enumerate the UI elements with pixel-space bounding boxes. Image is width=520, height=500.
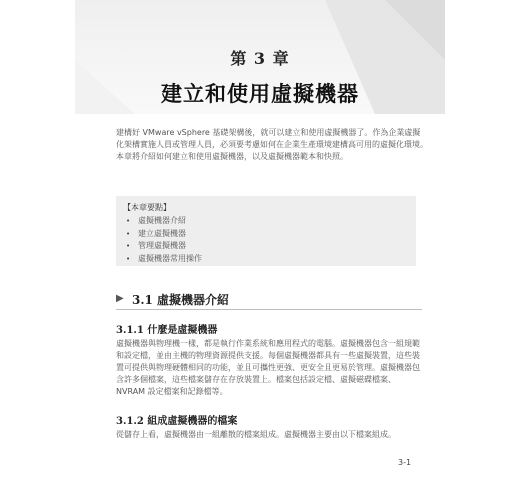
key-points-box	[116, 196, 416, 266]
bullet-icon: •	[126, 242, 131, 250]
subsection-heading-1: 3.1.1 什麼是虛擬機器	[116, 325, 218, 336]
bullet-icon: •	[126, 229, 131, 238]
subsection-heading-2: 3.1.2 組成虛擬機器的檔案	[116, 416, 238, 427]
key-point-label: 虛擬機器常用操作	[138, 253, 202, 263]
list-item	[126, 228, 202, 241]
page-number: 3-1	[398, 458, 412, 467]
section-heading	[116, 290, 422, 308]
key-point-label: 建立虛擬機器	[138, 228, 186, 238]
triangle-right-icon: ▶	[116, 293, 124, 304]
key-point-label: 管理虛擬機器	[138, 241, 186, 250]
bullet-icon: •	[126, 254, 131, 263]
section-divider	[116, 309, 422, 310]
key-points-title: 【本章要點】	[123, 203, 171, 212]
section-title: 3.1 虛擬機器介紹	[132, 293, 230, 307]
chapter-number: 第 3 章	[230, 49, 290, 68]
list-item	[126, 240, 202, 253]
subsection-2-paragraph: 從儲存上看，虛擬機器由一組離散的檔案組成。虛擬機器主要由以下檔案組成。	[116, 430, 396, 439]
intro-paragraph: 建構好 VMware vSphere 基礎架構後，就可以建立和使用虛擬機器了。作為企業虛擬化架構實施人員或管理人員，必須要考慮如何在企業生產環境建構高可用的虛擬化環境。本章將介紹如何建立和使用虛擬機器，以及虛擬機器範本和快照。	[116, 128, 428, 161]
list-item	[126, 215, 202, 228]
key-points-list	[126, 215, 202, 265]
subsection-1-paragraph: 虛擬機器與物理機一樣，都是執行作業系統和應用程式的電腦。虛擬機器包含一組規範和設定檔，並由主機的物理資源提供支援。每個虛擬機器都具有一些虛擬裝置，這些裝置可提供與物理硬體相同的功能，並且可攜性更強、更安全且更易於管理。虛擬機器包含許多個檔案，這些檔案儲存在存放裝置上。檔案包括設定檔、虛擬磁碟檔案、NVRAM 設定檔案和記錄檔等。	[116, 339, 420, 396]
key-point-label: 虛擬機器介紹	[138, 216, 186, 225]
list-item	[126, 253, 202, 266]
bullet-icon: •	[126, 217, 131, 225]
chapter-title: 建立和使用虛擬機器	[161, 81, 359, 106]
